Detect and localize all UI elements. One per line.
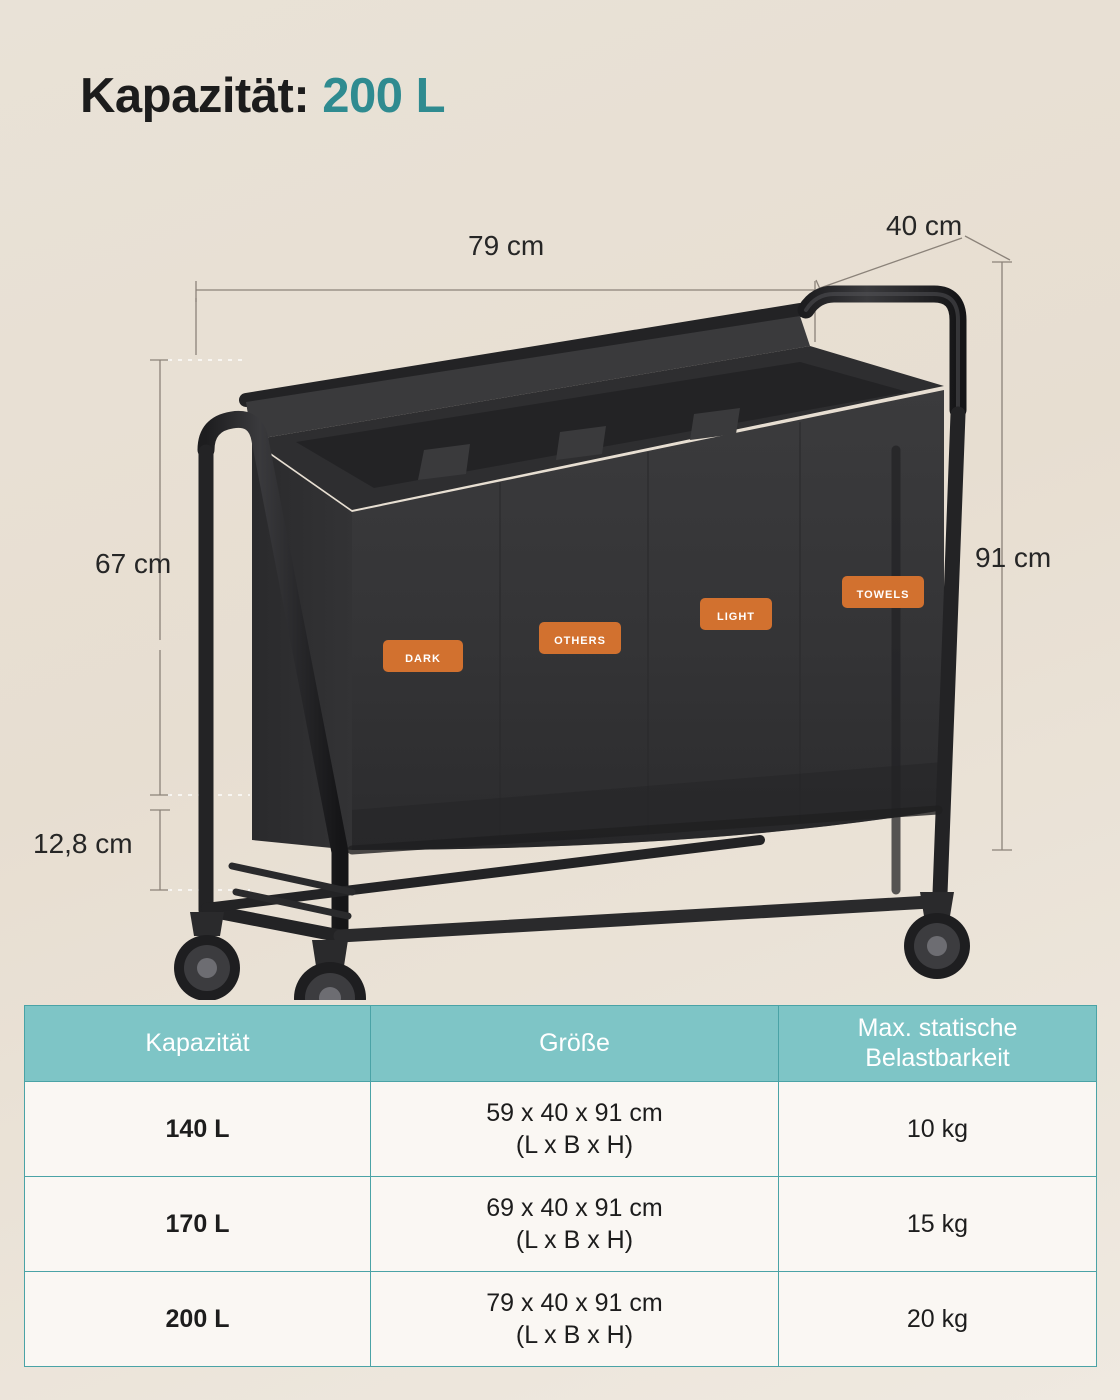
page-title-value: 200 L <box>322 69 446 123</box>
dimension-label-depth: 40 cm <box>886 210 963 241</box>
column-header-size: Größe <box>371 1006 779 1082</box>
cell-capacity: 200 L <box>25 1272 371 1367</box>
cell-size <box>371 1082 779 1177</box>
page-title <box>80 68 445 124</box>
cell-size-sub: (L x B x H) <box>515 1131 634 1159</box>
svg-text:TOWELS: TOWELS <box>856 589 910 601</box>
dimension-label-clearance: 12,8 cm <box>33 828 133 859</box>
dimension-label-width: 79 cm <box>468 230 545 261</box>
svg-text:DARK: DARK <box>405 653 441 665</box>
table-row <box>25 1272 1097 1367</box>
cell-size-main: 69 x 40 x 91 cm <box>486 1194 663 1222</box>
bag-label-others <box>539 622 621 654</box>
column-header-capacity: Kapazität <box>25 1006 371 1082</box>
svg-text:LIGHT: LIGHT <box>717 611 755 623</box>
svg-text:OTHERS: OTHERS <box>554 635 606 647</box>
cell-capacity: 170 L <box>25 1177 371 1272</box>
table-row <box>25 1082 1097 1177</box>
table-row <box>25 1177 1097 1272</box>
table-header-row <box>25 1006 1097 1082</box>
cell-size <box>371 1272 779 1367</box>
cell-size-sub: (L x B x H) <box>515 1226 634 1254</box>
cell-load: 10 kg <box>779 1082 1097 1177</box>
cell-load: 15 kg <box>779 1177 1097 1272</box>
spec-table-container <box>24 1005 1096 1367</box>
spec-table <box>24 1005 1097 1367</box>
bag-label-light <box>700 598 772 630</box>
bag-label-towels <box>842 576 924 608</box>
product-illustration <box>0 150 1120 1000</box>
column-header-load: Max. statische Belastbarkeit <box>779 1006 1097 1082</box>
bag-label-dark <box>383 640 463 672</box>
cell-load: 20 kg <box>779 1272 1097 1367</box>
cell-size-sub: (L x B x H) <box>515 1321 634 1349</box>
cell-size-main: 79 x 40 x 91 cm <box>486 1289 663 1317</box>
dimension-label-bag-height: 67 cm <box>95 548 172 579</box>
dimension-label-total-height: 91 cm <box>975 542 1052 573</box>
cell-size <box>371 1177 779 1272</box>
page-title-prefix: Kapazität: <box>80 69 323 123</box>
cell-capacity: 140 L <box>25 1082 371 1177</box>
cell-size-main: 59 x 40 x 91 cm <box>486 1099 663 1127</box>
